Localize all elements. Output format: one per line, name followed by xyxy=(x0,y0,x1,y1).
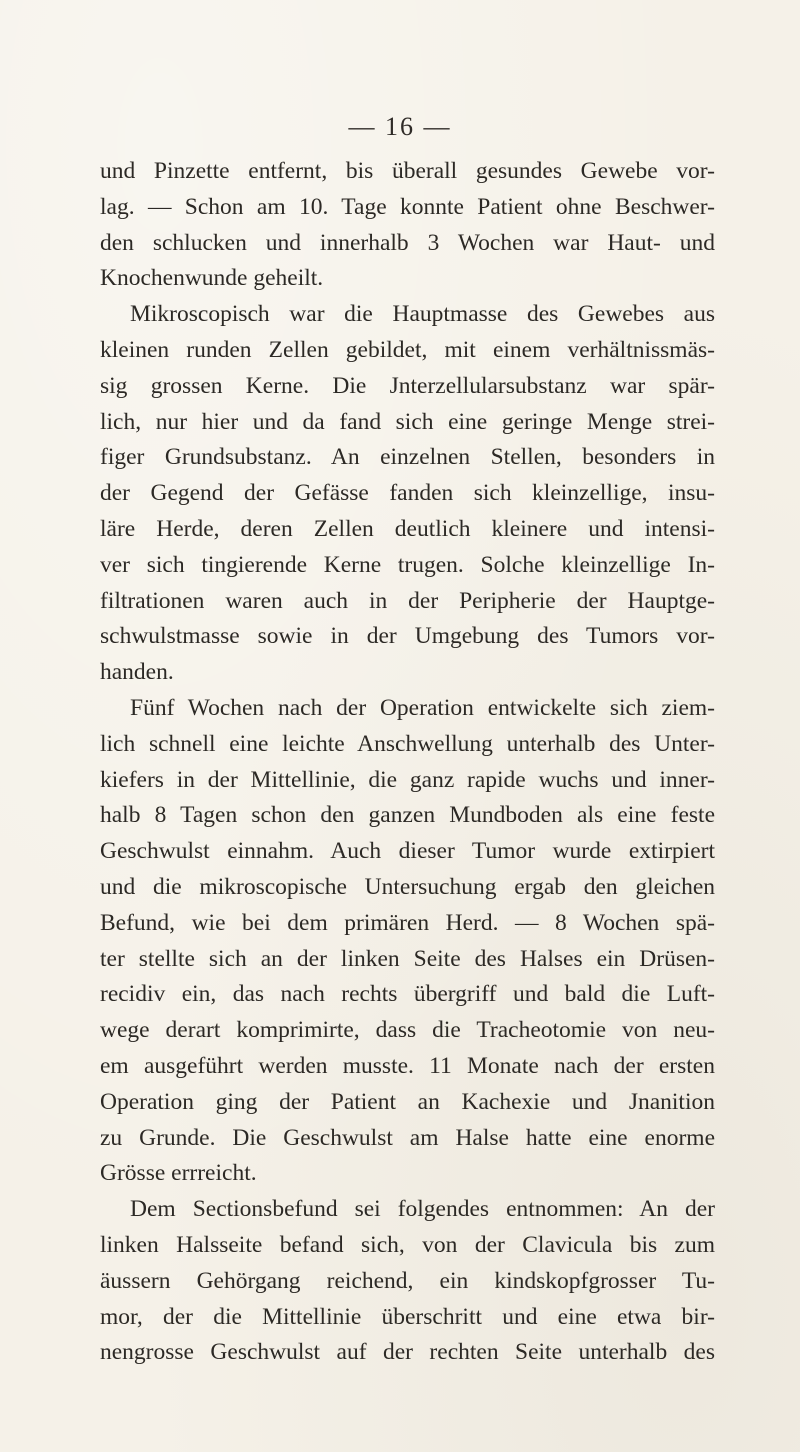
text-line: kiefers in der Mittellinie, die ganz rapide wuchs und inner- xyxy=(100,766,715,793)
text-line: schwulstmasse sowie in der Umgebung des Tumors vor- xyxy=(100,623,715,650)
text-line: figer Grundsubstanz. An einzelnen Stellen, besonders in xyxy=(100,444,715,471)
text-line: nengrosse Geschwulst auf der rechten Seite unterhalb des xyxy=(100,1339,715,1366)
text-line: linken Halsseite befand sich, von der Clavicula bis zum xyxy=(100,1231,715,1258)
text-line: handen. xyxy=(100,659,174,686)
text-line: em ausgeführt werden musste. 11 Monate nach der ersten xyxy=(100,1052,715,1079)
text-line: lich, nur hier und da fand sich eine geringe Menge strei- xyxy=(100,408,715,435)
text-line: Geschwulst einnahm. Auch dieser Tumor wurde extirpiert xyxy=(100,838,715,865)
text-line: kleinen runden Zellen gebildet, mit einem verhältnissmäs- xyxy=(100,336,715,363)
text-line: und die mikroscopische Untersuchung ergab den gleichen xyxy=(100,873,715,900)
text-line: mor, der die Mittellinie überschritt und eine etwa bir- xyxy=(100,1303,715,1330)
text-line: filtrationen waren auch in der Peripherie der Hauptge- xyxy=(100,587,715,614)
text-line: Fünf Wochen nach der Operation entwickelte sich ziem- xyxy=(130,694,715,721)
text-line: lag. — Schon am 10. Tage konnte Patient ohne Beschwer- xyxy=(100,193,715,220)
text-line: Operation ging der Patient an Kachexie und Jnanition xyxy=(100,1088,715,1115)
text-line: Knochenwunde geheilt. xyxy=(100,265,324,292)
text-line: läre Herde, deren Zellen deutlich kleinere und intensi- xyxy=(100,515,715,542)
text-line: lich schnell eine leichte Anschwellung unterhalb des Unter- xyxy=(100,730,715,757)
page-number: — 16 — xyxy=(348,112,452,141)
text-line: wege derart komprimirte, dass die Tracheotomie von neu- xyxy=(100,1017,715,1044)
text-line: Mikroscopisch war die Hauptmasse des Gewebes aus xyxy=(130,301,715,328)
text-line: Dem Sectionsbefund sei folgendes entnommen: An der xyxy=(130,1196,715,1223)
text-line: den schlucken und innerhalb 3 Wochen war Haut- und xyxy=(100,229,715,256)
body-text xyxy=(100,154,715,1371)
text-line: Grösse errreicht. xyxy=(100,1160,257,1187)
text-line: halb 8 Tagen schon den ganzen Mundboden als eine feste xyxy=(100,802,715,829)
text-line: ver sich tingierende Kerne trugen. Solche kleinzellige In- xyxy=(100,551,715,578)
text-line: Befund, wie bei dem primären Herd. — 8 Wochen spä- xyxy=(100,909,715,936)
text-line: zu Grunde. Die Geschwulst am Halse hatte eine enorme xyxy=(100,1124,715,1151)
text-line: der Gegend der Gefässe fanden sich kleinzellige, insu- xyxy=(100,480,715,507)
text-line: ter stellte sich an der linken Seite des Halses ein Drüsen- xyxy=(100,945,715,972)
text-line: und Pinzette entfernt, bis überall gesundes Gewebe vor- xyxy=(100,158,715,184)
text-line: sig grossen Kerne. Die Jnterzellularsubstanz war spär- xyxy=(100,372,715,399)
text-line: recidiv ein, das nach rechts übergriff und bald die Luft- xyxy=(100,981,715,1008)
text-line: äussern Gehörgang reichend, ein kindskopfgrosser Tu- xyxy=(100,1267,715,1294)
